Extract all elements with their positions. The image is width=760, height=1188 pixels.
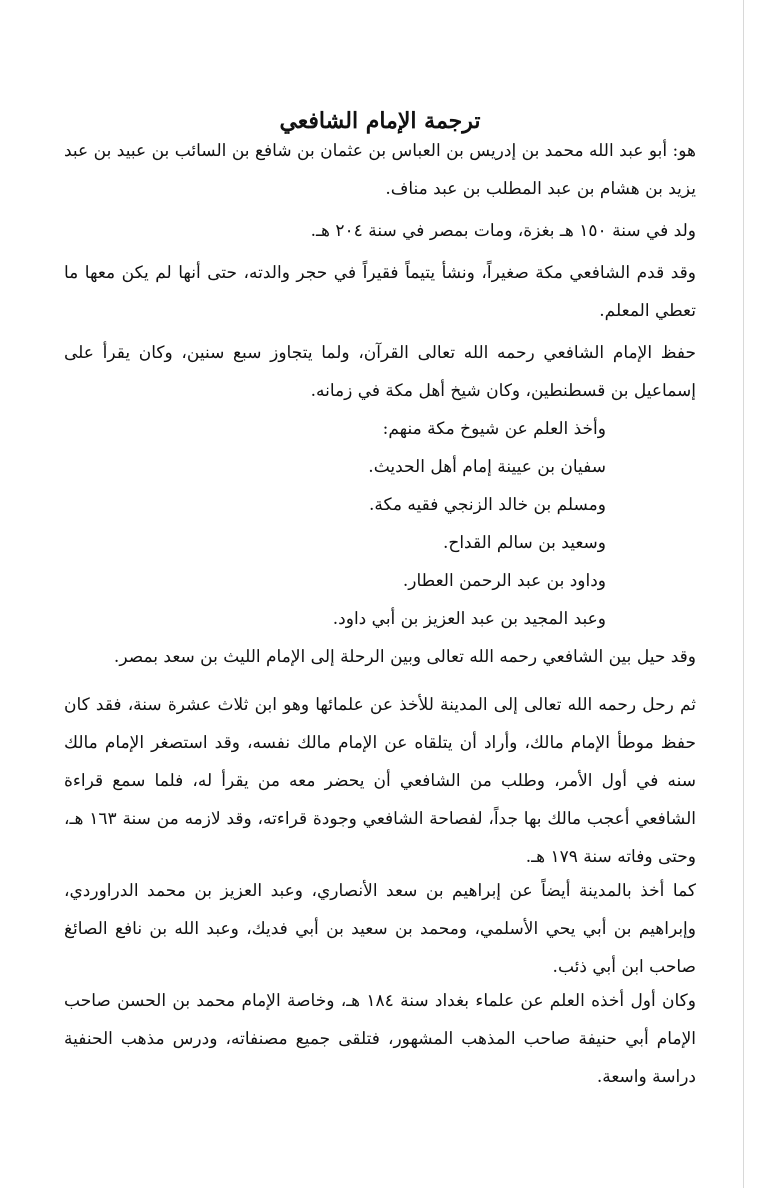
teacher-item: ومسلم بن خالد الزنجي فقيه مكة. xyxy=(368,495,606,515)
paragraph-childhood: وقد قدم الشافعي مكة صغيراً، ونشأ يتيماً فقيراً في حجر والدته، حتى أنها لم يكن معها ما تعطي المعلم. xyxy=(64,263,696,321)
teacher-item: سفيان بن عيينة إمام أهل الحديث. xyxy=(368,457,606,477)
biography-body xyxy=(64,132,696,676)
paragraph-travel-prevented: وقد حيل بين الشافعي رحمه الله تعالى وبين الرحلة إلى الإمام الليث بن سعد بمصر. xyxy=(113,647,696,667)
teacher-item: وعبد المجيد بن عبد العزيز بن أبي داود. xyxy=(332,609,606,629)
paragraph-quran-memorization: حفظ الإمام الشافعي رحمه الله تعالى القرآن، ولما يتجاوز سبع سنين، وكان يقرأ على إسماعيل بن قسطنطين، وكان شيخ أهل مكة في زمانه. xyxy=(64,343,696,401)
teacher-item: وسعيد بن سالم القداح. xyxy=(442,533,606,553)
teacher-item: وداود بن عبد الرحمن العطار. xyxy=(402,571,606,591)
paragraph-medina-others: كما أخذ بالمدينة أيضاً عن إبراهيم بن سعد الأنصاري، وعبد العزيز بن محمد الدراوردي، وإبراهيم بن أبي يحي الأسلمي، ومحمد بن سعيد بن أبي فديك، وعبد الله بن نافع الصائغ صاحب ابن أبي ذئب. xyxy=(64,881,696,977)
page-title: ترجمة الإمام الشافعي xyxy=(279,107,481,134)
paragraph-medina-malik: ثم رحل رحمه الله تعالى إلى المدينة للأخذ عن علمائها وهو ابن ثلاث عشرة سنة، فقد كان حفظ موطأ الإمام مالك، وأراد أن يتلقاه عن الإمام مالك نفسه، وقد استصغر الإمام مالك سنه في أول الأمر، وطلب من الشافعي أن يحضر معه من يقرأ له، فلما سمع قراءة الشافعي أعجب مالك بها جداً، لفصاحة الشافعي وجودة قراءته، وقد لازمه من سنة ١٦٣ هـ، وحتى وفاته سنة ١٧٩ هـ. xyxy=(64,695,696,867)
page-edge-line xyxy=(743,0,744,1188)
paragraph-baghdad: وكان أول أخذه العلم عن علماء بغداد سنة ١٨٤ هـ، وخاصة الإمام محمد بن الحسن صاحب الإمام أبي حنيفة صاحب المذهب المشهور، فتلقى جميع مصنفاته، ودرس مذهب الحنفية دراسة واسعة. xyxy=(64,991,696,1087)
paragraph-teachers-intro: وأخذ العلم عن شيوخ مكة منهم: xyxy=(382,419,606,439)
paragraph-lineage: هو: أبو عبد الله محمد بن إدريس بن العباس بن عثمان بن شافع بن السائب بن عبيد بن عبد يزيد بن هشام بن عبد المطلب بن عبد مناف. xyxy=(64,141,696,199)
paragraph-birth-death: ولد في سنة ١٥٠ هـ بغزة، ومات بمصر في سنة ٢٠٤ هـ. xyxy=(310,221,696,241)
